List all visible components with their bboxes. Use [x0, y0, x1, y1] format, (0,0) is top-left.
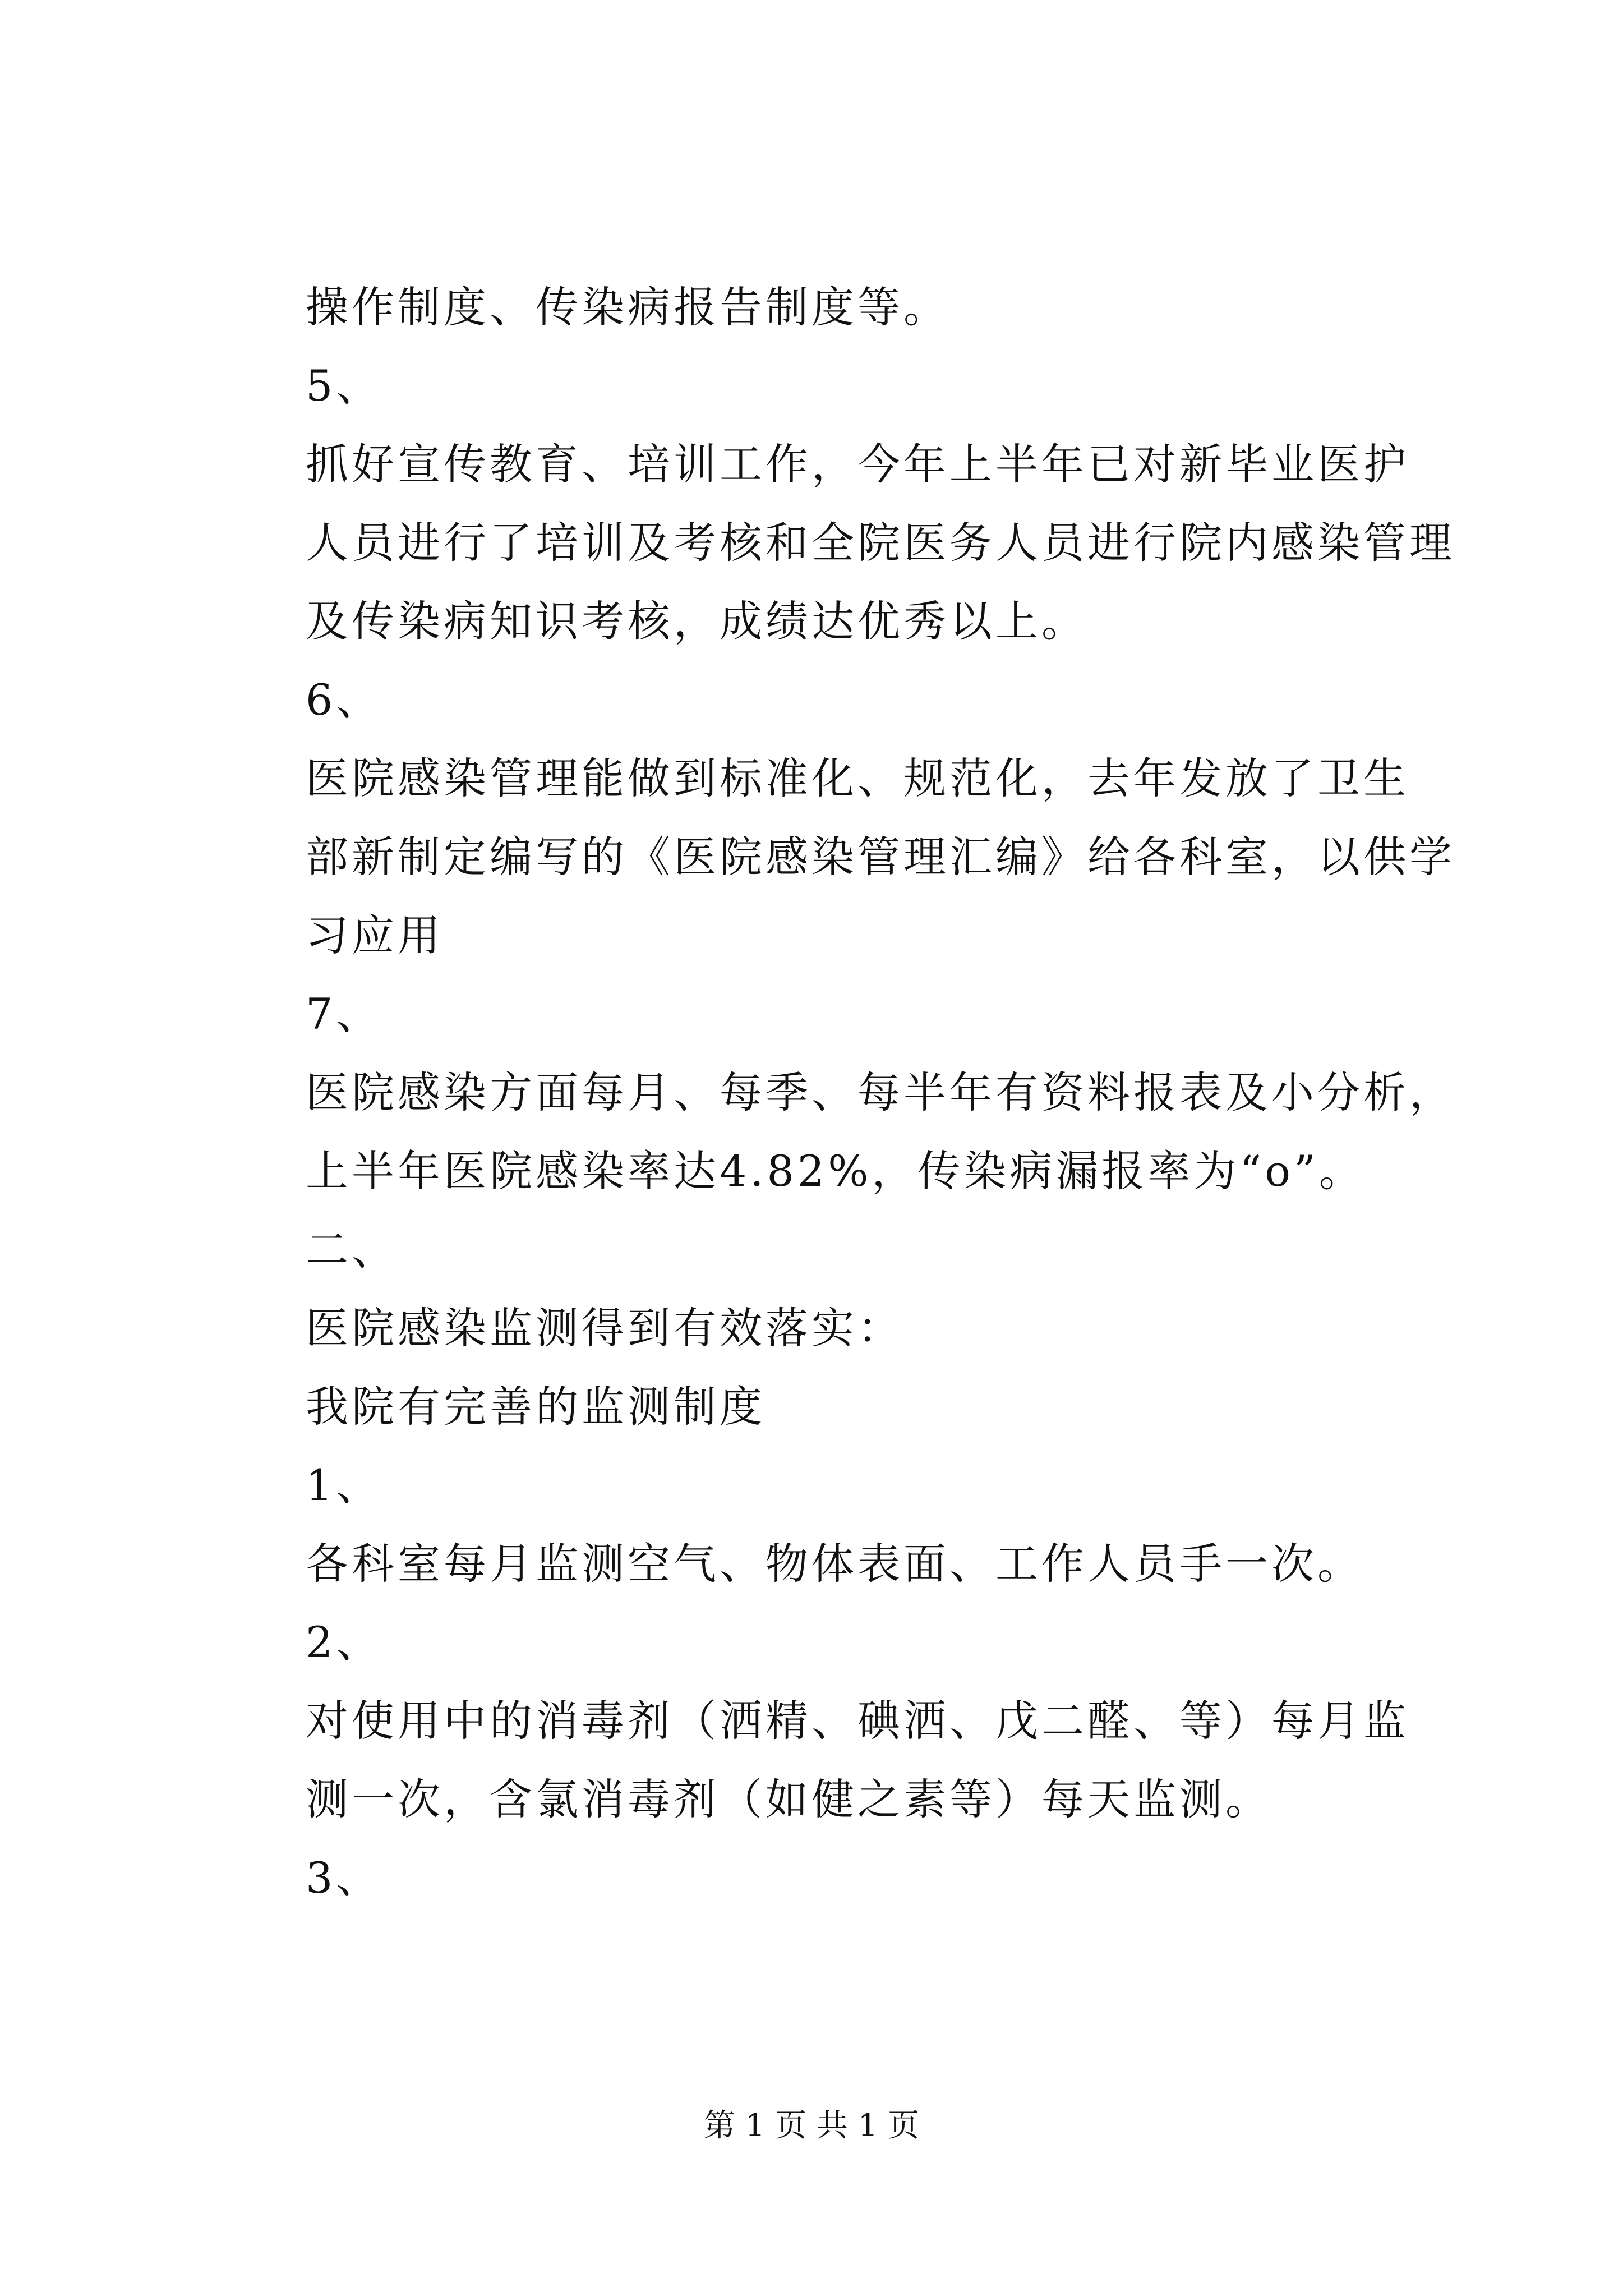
text-line: 部新制定编写的《医院感染管理汇编》给各科室，以供学 [306, 832, 1455, 882]
text-line: 6、 [306, 675, 382, 725]
page-footer: 第 1 页 共 1 页 [703, 2108, 920, 2144]
text-line: 医院感染监测得到有效落实： [306, 1303, 903, 1353]
text-line: 1、 [306, 1460, 382, 1510]
document-body [306, 268, 1455, 1917]
text-line: 医院感染管理能做到标准化、规范化，去年发放了卫生 [306, 753, 1409, 803]
text-line: 测一次，含氯消毒剂（如健之素等）每天监测。 [306, 1774, 1271, 1824]
text-line: 7、 [306, 989, 382, 1039]
text-line: 各科室每月监测空气、物体表面、工作人员手一次。 [306, 1539, 1363, 1589]
text-line: 上半年医院感染率达4.82%，传染病漏报率为“o”。 [306, 1146, 1365, 1196]
text-line: 抓好宣传教育、培训工作，今年上半年已对新毕业医护 [306, 439, 1409, 489]
text-line: 我院有完善的监测制度 [306, 1382, 766, 1432]
text-line: 医院感染方面每月、每季、每半年有资料报表及小分析， [306, 1068, 1455, 1117]
text-line: 2、 [306, 1617, 382, 1667]
text-line: 及传染病知识考核，成绩达优秀以上。 [306, 596, 1087, 646]
text-line: 操作制度、传染病报告制度等。 [306, 282, 949, 332]
text-line: 对使用中的消毒剂（洒精、碘洒、戊二醛、等）每月监 [306, 1696, 1409, 1746]
text-line: 二、 [306, 1225, 398, 1274]
text-line: 5、 [306, 361, 382, 411]
text-line: 习应用 [306, 910, 444, 960]
text-line: 人员进行了培训及考核和全院医务人员进行院内感染管理 [306, 518, 1455, 568]
text-line: 3、 [306, 1853, 382, 1903]
